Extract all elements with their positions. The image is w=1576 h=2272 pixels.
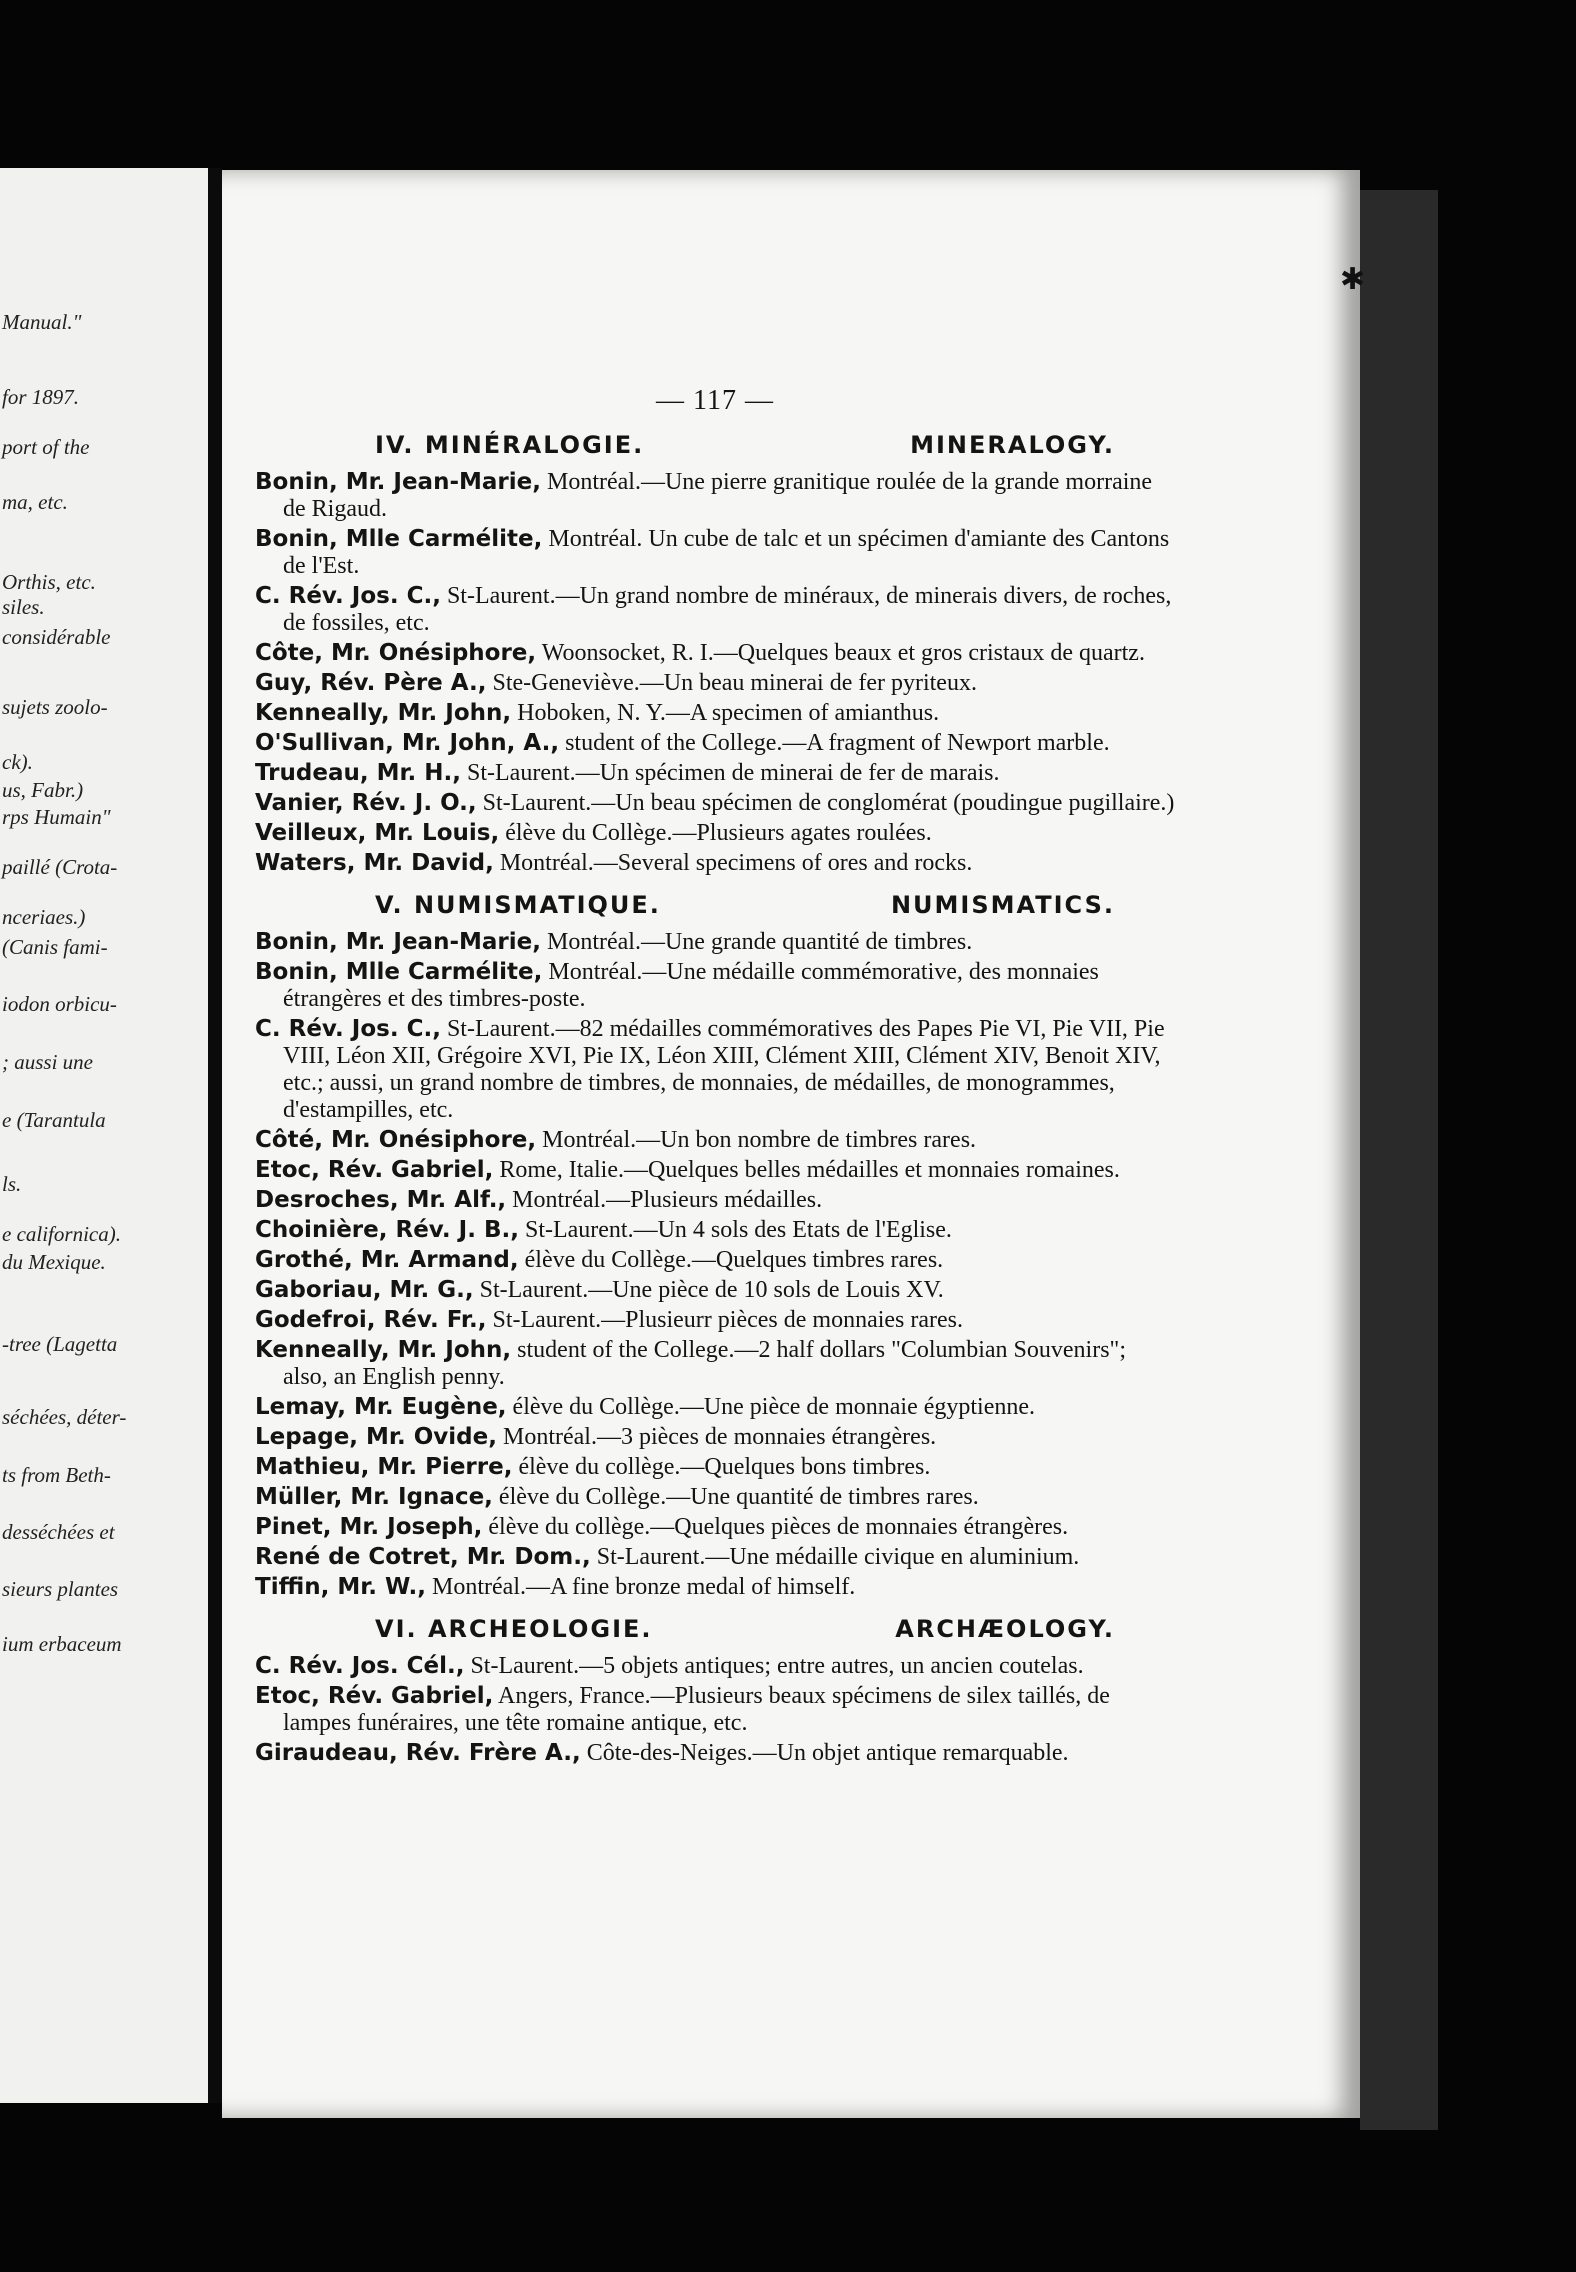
donation-description: Côte-des-Neiges.—Un objet antique remarquable. — [580, 1740, 1069, 1766]
left-page-line: séchées, déter- — [2, 1405, 127, 1429]
donation-description: St-Laurent.—Un 4 sols des Etats de l'Eglise. — [518, 1217, 952, 1243]
section — [255, 891, 1175, 1601]
donor-entry — [255, 820, 1175, 847]
donor-entry — [255, 790, 1175, 817]
left-page-line: iodon orbicu- — [2, 992, 117, 1016]
donor-entry — [255, 959, 1175, 1013]
donation-description: Montréal.—Several specimens of ores and rocks. — [493, 850, 973, 876]
donation-description: Montréal.—Une grande quantité de timbres. — [540, 929, 973, 955]
donor-entry — [255, 1683, 1175, 1737]
donor-name: C. Rév. Jos. C., — [255, 583, 441, 609]
section-heading — [375, 1615, 1115, 1643]
section — [255, 431, 1175, 877]
donation-description: Montréal.—Une pierre granitique roulée de la grande morraine de Rigaud. — [283, 469, 1153, 522]
donation-description: student of the College.—A fragment of Newport marble. — [559, 730, 1110, 756]
donation-description: élève du Collège.—Quelques timbres rares. — [518, 1247, 944, 1273]
donor-name: O'Sullivan, Mr. John, A., — [255, 730, 560, 756]
left-page-line: -tree (Lagetta — [2, 1332, 118, 1356]
donor-name: Waters, Mr. David, — [255, 850, 494, 876]
left-page-line: ck). — [2, 750, 33, 774]
donor-name: Veilleux, Mr. Louis, — [255, 820, 500, 846]
donor-entry — [255, 1247, 1175, 1274]
donor-entry — [255, 1187, 1175, 1214]
donor-entry — [255, 850, 1175, 877]
section-title-en: MINERALOGY. — [910, 431, 1115, 459]
donor-name: Bonin, Mlle Carmélite, — [255, 959, 543, 985]
left-page-line: siles. — [2, 595, 45, 619]
donor-entry — [255, 760, 1175, 787]
left-page-line: sujets zoolo- — [2, 695, 108, 719]
donation-description: Rome, Italie.—Quelques belles médailles et monnaies romaines. — [493, 1157, 1120, 1183]
donor-name: Müller, Mr. Ignace, — [255, 1484, 493, 1510]
donor-name: Etoc, Rév. Gabriel, — [255, 1157, 494, 1183]
section-title-en: ARCHÆOLOGY. — [895, 1615, 1115, 1643]
page-number: — 117 — — [656, 385, 774, 416]
donation-description: Montréal.—Un bon nombre de timbres rares. — [536, 1127, 977, 1153]
donor-name: Mathieu, Mr. Pierre, — [255, 1454, 513, 1480]
donor-name: Gaboriau, Mr. G., — [255, 1277, 474, 1303]
donation-description: Angers, France.—Plusieurs beaux spécimens de silex taillés, de lampes funéraires, une tête romaine antique, etc. — [283, 1683, 1110, 1736]
donor-entry — [255, 1514, 1175, 1541]
left-page-line: for 1897. — [2, 385, 80, 409]
donor-entry — [255, 730, 1175, 757]
donor-name: C. Rév. Jos. C., — [255, 1016, 441, 1042]
donor-name: C. Rév. Jos. Cél., — [255, 1653, 465, 1679]
left-page-line: e (Tarantula — [2, 1108, 106, 1132]
donor-entry — [255, 1454, 1175, 1481]
section-title-fr: V. NUMISMATIQUE. — [375, 891, 661, 919]
left-page-line: rps Humain" — [2, 805, 111, 829]
donor-name: René de Cotret, Mr. Dom., — [255, 1544, 591, 1570]
section — [255, 1615, 1175, 1767]
left-page-line: sieurs plantes — [2, 1577, 119, 1601]
donor-name: Etoc, Rév. Gabriel, — [255, 1683, 494, 1709]
donor-entry — [255, 1217, 1175, 1244]
donor-name: Giraudeau, Rév. Frère A., — [255, 1740, 581, 1766]
section-title-en: NUMISMATICS. — [890, 891, 1115, 919]
donation-description: St-Laurent.—Une pièce de 10 sols de Louis XV. — [473, 1277, 944, 1303]
donation-description: Ste-Geneviève.—Un beau minerai de fer pyriteux. — [486, 670, 977, 696]
donor-name: Côté, Mr. Onésiphore, — [255, 1127, 537, 1153]
donor-entry — [255, 1337, 1175, 1391]
donor-name: Bonin, Mr. Jean-Marie, — [255, 929, 541, 955]
donor-entry — [255, 1740, 1175, 1767]
donor-name: Lepage, Mr. Ovide, — [255, 1424, 497, 1450]
left-page-line: e californica). — [2, 1222, 121, 1246]
donation-description: élève du collège.—Quelques bons timbres. — [512, 1454, 931, 1480]
donation-description: St-Laurent.—82 médailles commémoratives des Papes Pie VI, Pie VII, Pie VIII, Léon XII, Grégoire XVI, Pie IX, Léon XIII, Clément XIII, Clément XIV, Benoit XIV, etc.; aussi, un grand nombre de timbres, de monnaies, de médailles, de monogrammes, d'estampilles, etc. — [283, 1016, 1165, 1123]
donor-name: Vanier, Rév. J. O., — [255, 790, 477, 816]
donor-entry — [255, 640, 1175, 667]
left-page-line: considérable — [2, 625, 111, 649]
left-page-line: ma, etc. — [2, 490, 68, 514]
book-gutter — [208, 168, 222, 2103]
donor-entry — [255, 1484, 1175, 1511]
donor-entry — [255, 1157, 1175, 1184]
donation-description: Montréal.—3 pièces de monnaies étrangères. — [496, 1424, 937, 1450]
left-page-line: nceriaes.) — [2, 905, 86, 929]
donation-description: St-Laurent.—Une médaille civique en aluminium. — [590, 1544, 1080, 1570]
donor-name: Grothé, Mr. Armand, — [255, 1247, 519, 1273]
donor-name: Choinière, Rév. J. B., — [255, 1217, 519, 1243]
donor-name: Trudeau, Mr. H., — [255, 760, 462, 786]
left-page-line: du Mexique. — [2, 1250, 106, 1274]
section-title-fr: VI. ARCHEOLOGIE. — [375, 1615, 653, 1643]
left-page-line: ts from Beth- — [2, 1463, 111, 1487]
left-page-line: ium erbaceum — [2, 1632, 122, 1656]
section-heading — [375, 431, 1115, 459]
donor-entry — [255, 929, 1175, 956]
donation-description: élève du collège.—Quelques pièces de monnaies étrangères. — [482, 1514, 1069, 1540]
donation-description: St-Laurent.—Un beau spécimen de conglomérat (poudingue pugillaire.) — [476, 790, 1175, 816]
left-page-line: paillé (Crota- — [2, 855, 118, 879]
sections — [255, 431, 1175, 1767]
donation-description: élève du Collège.—Plusieurs agates roulées. — [499, 820, 932, 846]
section-title-fr: IV. MINÉRALOGIE. — [375, 431, 645, 459]
donor-entry — [255, 1394, 1175, 1421]
donor-entry — [255, 670, 1175, 697]
donation-description: Montréal. Un cube de talc et un spécimen d'amiante des Cantons de l'Est. — [283, 526, 1170, 579]
donor-name: Desroches, Mr. Alf., — [255, 1187, 507, 1213]
left-page-line: (Canis fami- — [2, 935, 108, 959]
donation-description: Hoboken, N. Y.—A specimen of amianthus. — [511, 700, 940, 726]
donation-description: Montréal.—A fine bronze medal of himself. — [426, 1574, 856, 1600]
donation-description: student of the College.—2 half dollars "Columbian Souvenirs"; also, an English penny. — [283, 1337, 1127, 1390]
donor-name: Guy, Rév. Père A., — [255, 670, 487, 696]
left-page-line: Manual." — [2, 310, 82, 334]
page-content — [255, 385, 1175, 1770]
donor-entry — [255, 583, 1175, 637]
donor-name: Lemay, Mr. Eugène, — [255, 1394, 507, 1420]
donation-description: élève du Collège.—Une quantité de timbres rares. — [492, 1484, 979, 1510]
donor-name: Bonin, Mlle Carmélite, — [255, 526, 543, 552]
left-page-line: desséchées et — [2, 1520, 115, 1544]
donation-description: Montréal.—Plusieurs médailles. — [506, 1187, 823, 1213]
donor-entry — [255, 1544, 1175, 1571]
donor-name: Tiffin, Mr. W., — [255, 1574, 427, 1600]
donation-description: Woonsocket, R. I.—Quelques beaux et gros cristaux de quartz. — [536, 640, 1145, 666]
donor-entry — [255, 1127, 1175, 1154]
donor-entry — [255, 1424, 1175, 1451]
donor-entry — [255, 1574, 1175, 1601]
donation-description: Montréal.—Une médaille commémorative, des monnaies étrangères et des timbres-poste. — [283, 959, 1099, 1012]
donation-description: St-Laurent.—Plusieurr pièces de monnaies rares. — [486, 1307, 964, 1333]
donor-entry — [255, 1016, 1175, 1124]
donor-name: Bonin, Mr. Jean-Marie, — [255, 469, 541, 495]
donor-entry — [255, 1653, 1175, 1680]
left-page-line: port of the — [2, 435, 90, 459]
donation-description: élève du Collège.—Une pièce de monnaie égyptienne. — [506, 1394, 1036, 1420]
donor-entry — [255, 1277, 1175, 1304]
left-facing-page — [0, 168, 208, 2103]
donation-description: St-Laurent.—5 objets antiques; entre autres, un ancien coutelas. — [464, 1653, 1084, 1679]
section-heading — [375, 891, 1115, 919]
donor-name: Kenneally, Mr. John, — [255, 1337, 512, 1363]
donor-entry — [255, 1307, 1175, 1334]
donor-entry — [255, 469, 1175, 523]
donor-name: Kenneally, Mr. John, — [255, 700, 512, 726]
donor-entry — [255, 526, 1175, 580]
left-page-line: ; aussi une — [2, 1050, 93, 1074]
donation-description: St-Laurent.—Un spécimen de minerai de fer de marais. — [461, 760, 1000, 786]
donor-name: Côte, Mr. Onésiphore, — [255, 640, 537, 666]
page-edge — [1360, 190, 1438, 2130]
ink-stain-icon: ✱ — [1340, 263, 1366, 296]
donor-entry — [255, 700, 1175, 727]
donor-name: Godefroi, Rév. Fr., — [255, 1307, 487, 1333]
donation-description: St-Laurent.—Un grand nombre de minéraux, de minerais divers, de roches, de fossiles, etc. — [283, 583, 1172, 636]
left-page-line: Orthis, etc. — [2, 570, 96, 594]
donor-name: Pinet, Mr. Joseph, — [255, 1514, 483, 1540]
left-page-line: ls. — [2, 1172, 22, 1196]
left-page-line: us, Fabr.) — [2, 778, 84, 802]
